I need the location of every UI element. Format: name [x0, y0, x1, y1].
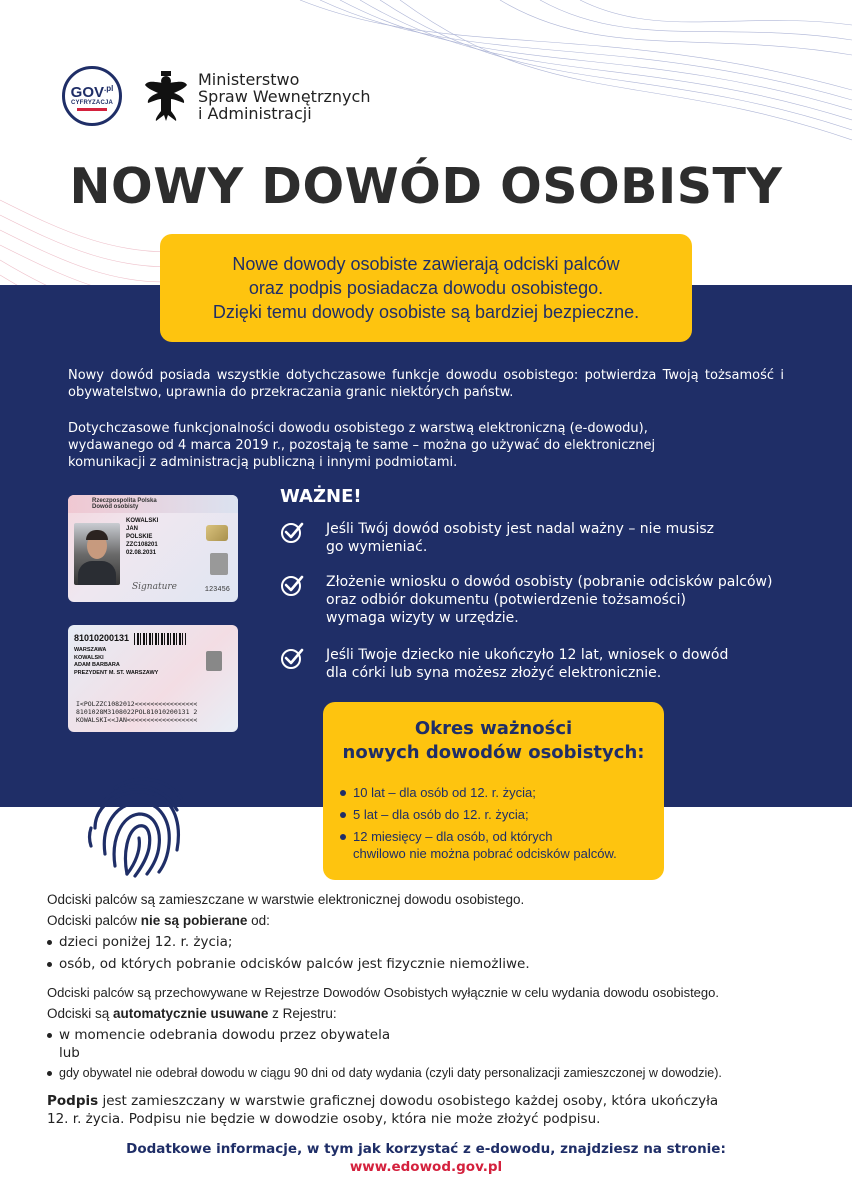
footer [0, 1140, 852, 1176]
validity-period-box [323, 702, 664, 880]
id-card-back-image: 81010200131 WARSZAWA KOWALSKI ADAM BARBARA PREZYDENT M. ST. WARSZAWY I<POLZZC1082012<<<<<<<<<<<<<<<< 8101028M3108022POL81010200131 2 KOWALSKI<<JAN<<<<<<<<<<<<<<<<<< [68, 625, 238, 732]
validity-list [343, 784, 617, 862]
important-item: Jeśli Twój dowód osobisty jest nadal ważny – nie musisz go wymieniać. [280, 520, 800, 556]
header-logos [62, 66, 370, 126]
check-circle-icon [280, 646, 304, 670]
fingerprint-icon [85, 770, 195, 880]
list-item: osób, od których pobranie odcisków palców jest fizycznie niemożliwe. [47, 955, 817, 973]
fingerprints-section: Odciski palców są zamieszczane w warstwie elektronicznej dowodu osobistego. Odciski palców nie są pobierane od: dzieci poniżej 12. r. życia; osób, od których pobranie odcisków palców jest fizycznie niemożliwe. Odciski palców są przechowywane w Rejestrze Dowodów Osobistych wyłącznie w celu wydania dowodu osobistego. Odciski są automatycznie usuwane z Rejestru: w momencie odebrania dowodu przez obywatela lub gdy obywatel nie odebrał dowodu w ciągu 90 dni od daty wydania (czyli daty personalizacji zamieszczonej w dowodzie). [47, 891, 817, 1082]
band-paragraph-1: Nowy dowód posiada wszystkie dotychczasowe funkcje dowodu osobistego: potwierdza Twoją tożsamość i obywatelstwo, uprawnia do przekraczania granic niektórych państw. [68, 368, 784, 400]
page-title: NOWY DOWÓD OSOBISTY [69, 158, 783, 215]
check-circle-icon [280, 520, 304, 544]
id-card-front-image: Rzeczpospolita Polska Dowód osobisty KOWALSKI JAN POLSKIE ZZC108201 02.08.2031 123456 Signature [68, 495, 238, 602]
list-item: dzieci poniżej 12. r. życia; [47, 933, 817, 951]
list-item: 12 miesięcy – dla osób, od których chwilowo nie można pobrać odcisków palców. [343, 828, 617, 862]
check-circle-icon [280, 573, 304, 597]
ministry-name: Ministerstwo Spraw Wewnętrznych i Administracji [198, 69, 371, 123]
polish-eagle-emblem-icon [144, 69, 188, 123]
footer-info: Dodatkowe informacje, w tym jak korzystać z e-dowodu, znajdziesz na stronie: [126, 1141, 726, 1157]
list-item: 10 lat – dla osób od 12. r. życia; [343, 784, 617, 801]
id-photo [74, 523, 120, 585]
validity-title: Okres ważności nowych dowodów osobistych: [342, 718, 645, 763]
list-item: gdy obywatel nie odebrał dowodu w ciągu 90 dni od daty wydania (czyli daty personalizacji zamieszczonej w dowodzie). [47, 1064, 817, 1082]
signature-paragraph: Podpis jest zamieszczany w warstwie graficznej dowodu osobistego każdej osoby, która ukończyła 12. r. życia. Podpisu nie będzie w dowodzie osoby, która nie może złożyć podpisu. [47, 1093, 719, 1127]
chip-icon [206, 525, 228, 541]
list-item: 5 lat – dla osób do 12. r. życia; [343, 806, 617, 823]
band-paragraph-2: Dotychczasowe funkcjonalności dowodu osobistego z warstwą elektroniczną (e-dowodu), wydawanego od 4 marca 2019 r., pozostają te same – można go używać do elektronicznej komunikacji z administracją publiczną i innymi podmiotami. [68, 421, 656, 470]
intro-highlight-box: Nowe dowody osobiste zawierają odciski palców oraz podpis posiadacza dowodu osobistego. Dzięki temu dowody osobiste są bardziej bezpieczne. [160, 234, 692, 342]
footer-link[interactable]: www.edowod.gov.pl [349, 1159, 503, 1175]
gov-pl-logo: $GOV^{.pl}$ CYFRYZACJA [62, 66, 122, 126]
important-item: Jeśli Twoje dziecko nie ukończyło 12 lat, wniosek o dowód dla córki lub syna możesz złożyć elektronicznie. [280, 646, 800, 682]
important-item: Złożenie wniosku o dowód osobisty (pobranie odcisków palców) oraz odbiór dokumentu (potwierdzenie tożsamości) wymaga wizyty w urzędzie. [280, 573, 800, 627]
important-heading: WAŻNE! [280, 486, 362, 507]
barcode-icon [134, 633, 186, 645]
list-item: w momencie odebrania dowodu przez obywatela [47, 1026, 817, 1044]
